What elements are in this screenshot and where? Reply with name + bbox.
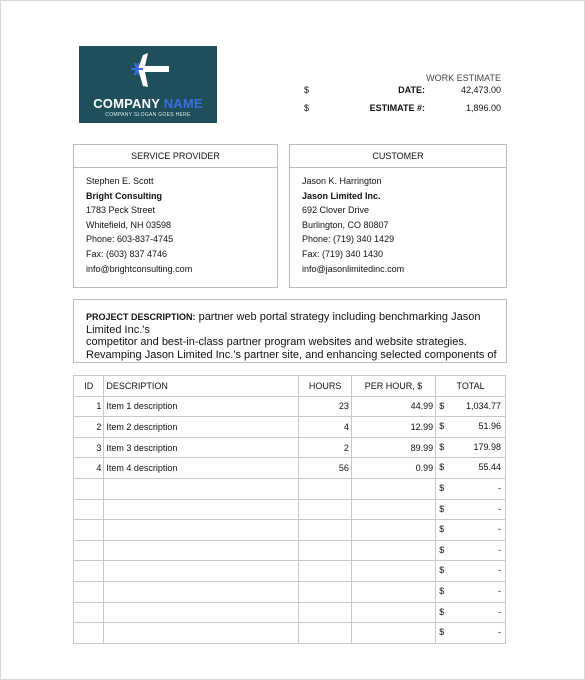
logo-company-name [79,96,217,111]
estimate-meta [301,73,501,119]
cell-hours[interactable] [299,520,351,541]
company-logo [79,46,217,123]
cell-per-hour[interactable] [351,581,435,602]
service-provider-box [73,144,278,288]
estimate-number-value: 1,896.00 [465,103,501,113]
cell-hours[interactable] [299,581,351,602]
cell-description[interactable]: Item 4 description [104,458,299,479]
project-description-line3: Revamping Jason Limited Inc.'s partner site, and enhancing selected components of [86,348,497,361]
service-provider-heading: SERVICE PROVIDER [74,145,277,168]
cell-hours[interactable] [299,623,351,644]
cell-id[interactable] [74,520,104,541]
document-title: WORK ESTIMATE [426,73,501,83]
cell-id[interactable] [74,540,104,561]
cell-description[interactable] [104,561,299,582]
cell-id[interactable] [74,561,104,582]
total-amount: - [498,524,501,535]
provider-email: info@brightconsulting.com [86,263,193,274]
table-row [74,437,506,458]
table-header-row [74,376,506,397]
table-row [74,602,506,623]
total-amount: - [498,585,501,596]
cell-hours[interactable] [299,478,351,499]
table-row [74,396,506,417]
table-row [74,561,506,582]
total-amount: 55.44 [478,462,501,473]
project-description-line2: competitor and best-in-class partner program websites and website strategies. [86,336,467,348]
cell-per-hour[interactable] [351,478,435,499]
logo-slogan: COMPANY SLOGAN GOES HERE [105,112,191,118]
cell-hours[interactable]: 2 [299,437,351,458]
cell-hours[interactable]: 23 [299,396,351,417]
date-value: 42,473.00 [460,85,501,95]
cell-id[interactable]: 3 [74,437,104,458]
cell-hours[interactable] [299,561,351,582]
customer-heading: CUSTOMER [290,145,506,168]
cell-id[interactable] [74,602,104,623]
table-row [74,623,506,644]
project-description [86,311,506,361]
cell-hours[interactable] [299,540,351,561]
total-currency: $ [439,606,445,617]
cell-id[interactable] [74,581,104,602]
cell-id[interactable]: 1 [74,396,104,417]
cell-hours[interactable] [299,602,351,623]
cell-total [436,623,506,644]
provider-street: 1783 Peck Street [86,205,156,216]
cell-description[interactable] [104,602,299,623]
table-row [74,458,506,479]
total-currency: $ [439,544,445,555]
cell-total [436,396,506,417]
cell-description[interactable] [104,623,299,644]
logo-name-part2: NAME [163,96,203,111]
customer-street: 692 Clover Drive [302,205,370,216]
provider-company: Bright Consulting [86,190,162,201]
table-row [74,417,506,438]
table-row [74,499,506,520]
cell-id[interactable] [74,478,104,499]
customer-box [289,144,507,288]
estimate-number-currency: $ [304,103,310,113]
cell-description[interactable] [104,478,299,499]
total-amount: 1,034.77 [465,400,501,411]
total-currency: $ [439,441,445,452]
cell-per-hour[interactable] [351,540,435,561]
estimate-number-label: ESTIMATE #: [369,103,425,113]
cell-per-hour[interactable] [351,623,435,644]
cell-id[interactable]: 2 [74,417,104,438]
logo-name-part1: COMPANY [93,96,160,111]
cell-per-hour[interactable] [351,602,435,623]
estimate-number-row [301,103,501,119]
cell-id[interactable]: 4 [74,458,104,479]
cell-id[interactable] [74,499,104,520]
project-description-box [73,299,507,363]
header-id: ID [74,376,104,397]
cell-per-hour[interactable]: 89.99 [351,437,435,458]
cell-per-hour[interactable]: 12.99 [351,417,435,438]
total-currency: $ [439,585,445,596]
cell-total [436,561,506,582]
cell-total [436,417,506,438]
cell-hours[interactable]: 56 [299,458,351,479]
customer-fax: Fax: (719) 340 1430 [302,248,384,259]
total-currency: $ [439,627,445,638]
cell-hours[interactable]: 4 [299,417,351,438]
customer-email: info@jasonlimitedinc.com [302,263,405,274]
items-table [73,375,506,644]
table-row [74,540,506,561]
cell-per-hour[interactable] [351,520,435,541]
cell-description[interactable] [104,540,299,561]
total-amount: 179.98 [473,441,501,452]
provider-name: Stephen E. Scott [86,176,154,186]
total-currency: $ [439,482,445,493]
total-currency: $ [439,421,445,432]
total-currency: $ [439,400,445,411]
cell-total [436,520,506,541]
header-total: TOTAL [436,376,506,397]
customer-city: Burlington, CO 80807 [302,219,389,230]
cell-description[interactable] [104,581,299,602]
provider-fax: Fax: (603) 837 4746 [86,248,168,259]
provider-phone: Phone: 603-837-4745 [86,234,174,245]
header-description: DESCRIPTION [104,376,299,397]
provider-city: Whitefield, NH 03598 [86,219,172,230]
logo-arrow-icon [123,52,171,90]
items-body [74,396,506,643]
cell-id[interactable] [74,623,104,644]
customer-phone: Phone: (719) 340 1429 [302,234,395,245]
total-amount: - [498,565,501,576]
cell-per-hour[interactable] [351,561,435,582]
total-amount: - [498,606,501,617]
total-amount: - [498,482,501,493]
total-currency: $ [439,462,445,473]
cell-description[interactable] [104,499,299,520]
customer-name: Jason K. Harrington [302,176,382,186]
project-description-label: PROJECT DESCRIPTION: [86,312,196,322]
total-currency: $ [439,503,445,514]
total-amount: - [498,627,501,638]
table-row [74,581,506,602]
total-amount: 51.96 [478,421,501,432]
table-row [74,520,506,541]
cell-per-hour[interactable]: 0.99 [351,458,435,479]
cell-total [436,478,506,499]
date-row [301,85,501,101]
cell-per-hour[interactable]: 44.99 [351,396,435,417]
date-currency: $ [304,85,310,95]
cell-description[interactable] [104,520,299,541]
cell-total [436,602,506,623]
header-per-hour: PER HOUR, $ [351,376,435,397]
project-description-line1: partner web portal strategy including benchmarking Jason Limited Inc.'s [86,311,481,336]
total-currency: $ [439,565,445,576]
total-amount: - [498,503,501,514]
cell-total [436,499,506,520]
total-amount: - [498,544,501,555]
header-hours: HOURS [299,376,351,397]
cell-description[interactable]: Item 1 description [104,396,299,417]
date-label: DATE: [398,85,425,95]
cell-hours[interactable] [299,499,351,520]
total-currency: $ [439,524,445,535]
cell-total [436,581,506,602]
customer-company: Jason Limited Inc. [302,190,381,201]
cell-per-hour[interactable] [351,499,435,520]
cell-total [436,540,506,561]
cell-description[interactable]: Item 2 description [104,417,299,438]
cell-total [436,437,506,458]
table-row [74,478,506,499]
cell-description[interactable]: Item 3 description [104,437,299,458]
cell-total [436,458,506,479]
